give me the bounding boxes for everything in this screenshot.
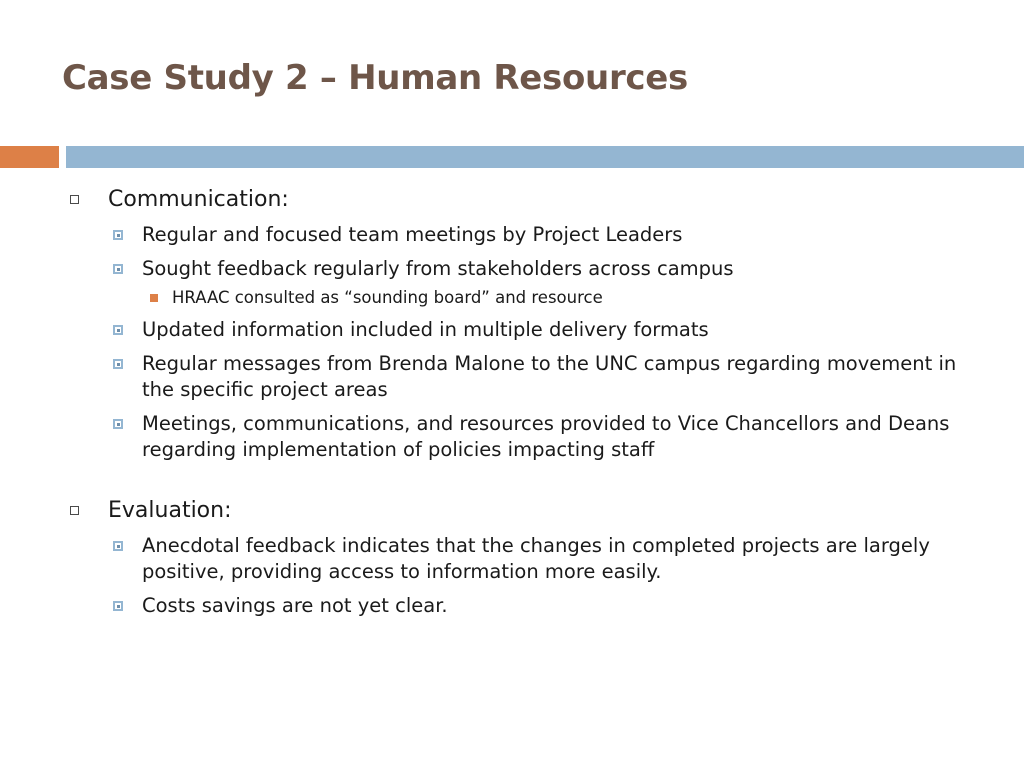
sub-list-item: HRAAC consulted as “sounding board” and resource — [150, 287, 970, 309]
square-bullet-icon — [113, 541, 123, 551]
list-item: Costs savings are not yet clear. — [113, 593, 970, 619]
filled-square-bullet-icon — [150, 294, 158, 302]
hollow-square-bullet-icon — [70, 195, 79, 204]
square-bullet-icon — [113, 264, 123, 274]
square-bullet-icon — [113, 230, 123, 240]
slide-title: Case Study 2 – Human Resources — [62, 58, 688, 98]
square-bullet-icon — [113, 601, 123, 611]
section-heading-communication: Communication: — [70, 186, 970, 214]
list-item: Anecdotal feedback indicates that the changes in completed projects are largely positive, providing access to information more easily. — [113, 533, 970, 585]
list-item: Regular and focused team meetings by Project Leaders — [113, 222, 970, 248]
accent-bar-blue — [66, 146, 1024, 168]
list-item: Updated information included in multiple delivery formats — [113, 317, 970, 343]
square-bullet-icon — [113, 325, 123, 335]
section-heading-evaluation: Evaluation: — [70, 497, 970, 525]
accent-bar-orange — [0, 146, 59, 168]
slide-body — [70, 186, 970, 619]
square-bullet-icon — [113, 359, 123, 369]
square-bullet-icon — [113, 419, 123, 429]
list-item: Regular messages from Brenda Malone to the UNC campus regarding movement in the specific project areas — [113, 351, 970, 403]
list-item: Meetings, communications, and resources provided to Vice Chancellors and Deans regarding implementation of policies impacting staff — [113, 411, 970, 463]
list-item: Sought feedback regularly from stakeholders across campus — [113, 256, 970, 282]
hollow-square-bullet-icon — [70, 506, 79, 515]
